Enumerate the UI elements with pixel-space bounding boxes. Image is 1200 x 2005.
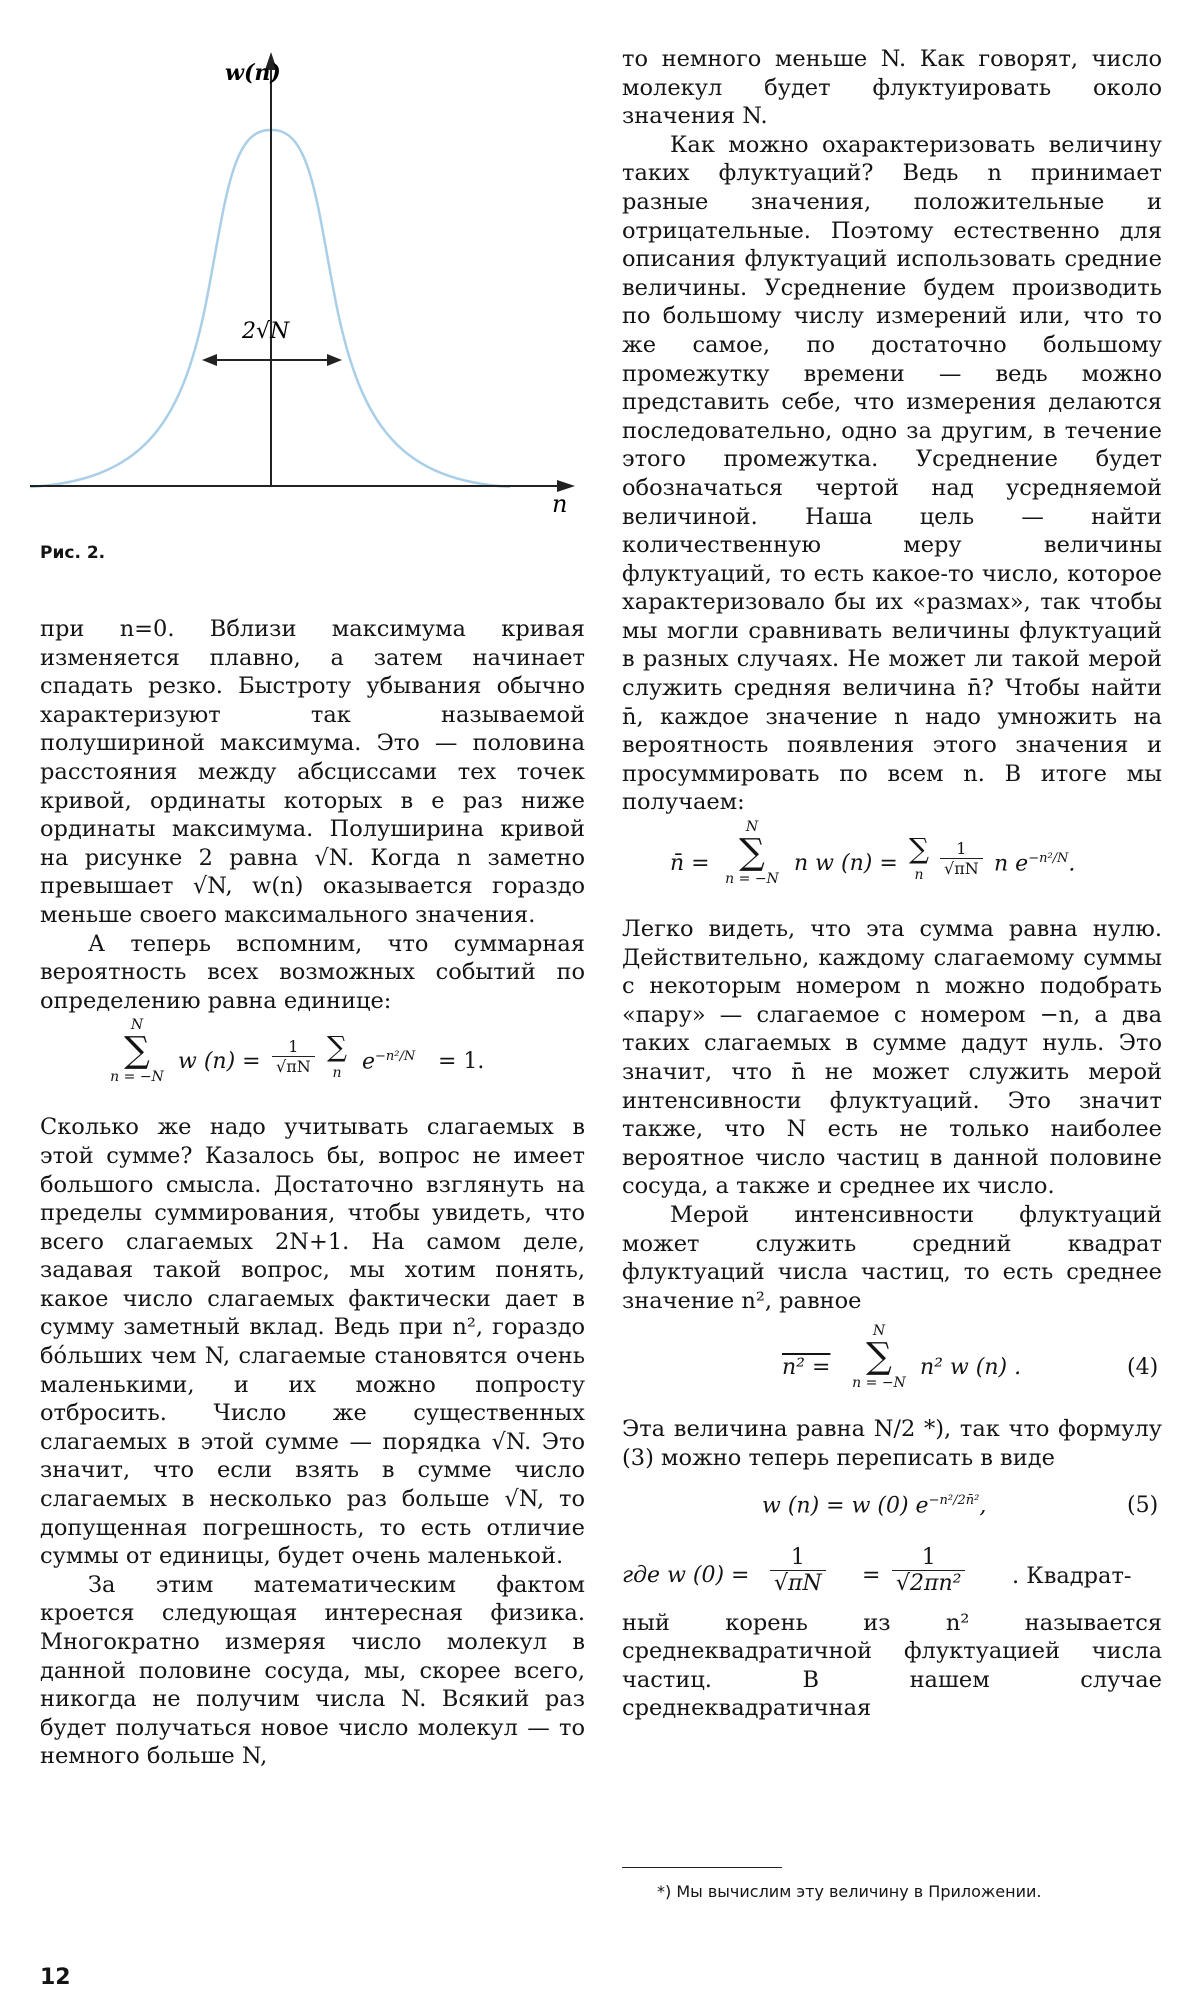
left-paragraph-2: А теперь вспомним, что суммарная вероятность всех возможных событий по определению равна единице:: [40, 930, 585, 1014]
right-paragraph-2: Как можно охарактеризовать величину таких флуктуаций? Ведь n принимает разные значения, положительные и отрицательные. Поэтому естественно для описания флуктуаций использовать средние величины. Усреднение будем производить по большому числу измерений или, что то же самое, по достаточно большому промежутку времени — ведь можно представить себе, что измерения делаются последовательно, одно за другим, в течение этого промежутка. Усреднение будет обозначаться чертой над усредняемой величиной. Наша цель — найти количественную меру величины флуктуаций, то есть какое-то число, которое характеризовало бы их «размах», так чтобы мы могли сравнивать величины флуктуаций в разных случаях. Не может ли такой мерой служить средняя величина n̄? Чтобы найти n̄, каждое значение n надо умножить на вероятность появления этого значения и просуммировать по всем n. В итоге мы получаем:: [622, 131, 1162, 816]
equation-sum-normalization: N ∑ n = −N w (n) = $\frac{1}{√\pi N}$ ∑ n $e^{-n^2/N}$ = 1.: [40, 1015, 585, 1113]
x-axis-label: n: [552, 490, 568, 518]
left-paragraph-4: За этим математическим фактом кроется следующая интересная физика. Многократно измеряя число молекул в данной половине сосуда, мы, скорее всего, никогда не получим числа N. Всякий раз будет получаться новое число молекул — то немного больше N,: [40, 1571, 585, 1770]
equation-mean: n̄ = N ∑ n = −N n w (n) = ∑ n $\frac{1}{√\pi N}$ n $e^{-n^2/N}$.: [670, 819, 1076, 888]
right-paragraph-3: Легко видеть, что эта сумма равна нулю. Действительно, каждому слагаемому суммы с некоторым номером n можно подобрать «пару» — слагаемое с номером −n, а два таких слагаемых в сумме дадут нуль. Это значит, что n̄ не может служить мерой интенсивности флуктуаций. Это значит также, что N есть не только наиболее вероятное число частиц в данной половине сосуда, а также и среднее их число.: [622, 916, 1162, 1200]
figure-caption: Рис. 2.: [40, 543, 106, 563]
right-paragraph-1: то немного меньше N. Как говорят, число молекул будет флуктуировать около значения N.: [622, 46, 1162, 130]
page-number: 12: [40, 1965, 71, 1990]
footnote: *) Мы вычислим эту величину в Приложении.: [657, 1882, 1042, 1901]
right-paragraph-5: Эта величина равна N/2 *), так что формулу (3) можно теперь переписать в виде: [622, 1416, 1162, 1471]
equation-5: w (n) = w (0) $e^{-n^2/2n̄^2}$, (5): [762, 1492, 1159, 1518]
equation-w0: где w (0) = $\frac{1}{√\pi N}$ = $\frac{1}{\text{√2πn²}}$ . Квадрат-: [622, 1544, 1132, 1596]
equation-4: n² = N ∑ n = −N n² w (n) . (4): [782, 1323, 1159, 1392]
left-paragraph-3: Сколько же надо учитывать слагаемых в этой сумме? Казалось бы, вопрос не имеет большого смысла. Достаточно взглянуть на пределы суммирования, чтобы увидеть, что всего слагаемых 2N+1. На самом деле, задавая такой вопрос, мы хотим понять, какое число слагаемых фактически дает в сумму заметный вклад. Ведь при n², гораздо бо́льших чем N, слагаемые становятся очень маленькими, и их можно попросту отбросить. Число же существенных слагаемых в этой сумме — порядка √N. Это значит, что если взять в сумме число слагаемых в несколько раз больше √N, то допущенная погрешность, то есть отличие суммы от единицы, будет очень маленькой.: [40, 1114, 585, 1570]
width-arrow-right: [327, 354, 342, 366]
sum-operator: N ∑ n = −N: [110, 1017, 164, 1086]
right-column: [622, 45, 1162, 1723]
width-label: 2√N: [242, 319, 290, 344]
right-paragraph-4: Мерой интенсивности флуктуаций может служить средний квадрат флуктуаций числа частиц, то есть среднее значение n², равное: [622, 1201, 1162, 1314]
footnote-rule: [622, 1867, 782, 1868]
right-paragraph-7: ный корень из n² называется среднеквадратичной флуктуацией числа частиц. В нашем случае среднеквадратичная: [622, 1609, 1162, 1722]
y-axis-label: w(n): [225, 60, 281, 86]
left-paragraph-1: при n=0. Вблизи максимума кривая изменяется плавно, а затем начинает спадать резко. Быстроту убывания обычно характеризуют так называемой полушириной максимума. Это — половина расстояния между абсциссами тех точек кривой, ординаты которых в e раз ниже ординаты максимума. Полуширина кривой на рисунке 2 равна √N. Когда n заметно превышает √N, w(n) оказывается гораздо меньше своего максимального значения.: [40, 616, 585, 928]
width-arrow-left: [202, 354, 217, 366]
gaussian-figure: [30, 48, 580, 518]
left-column: [40, 615, 585, 1771]
